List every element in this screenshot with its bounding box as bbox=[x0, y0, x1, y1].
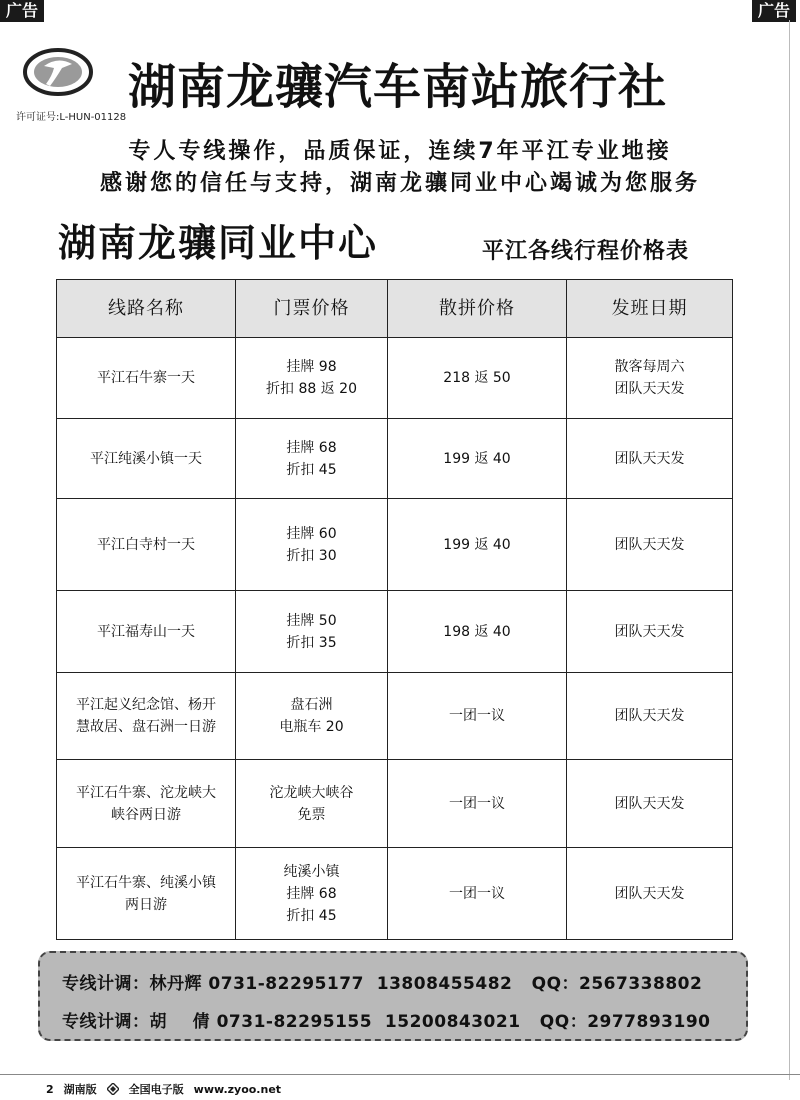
contact-line-1: 专线计调：林丹辉 0731-82295177 13808455482 QQ：2567338802 bbox=[62, 974, 703, 994]
cell-dates: 团队天天发 bbox=[567, 760, 733, 848]
brand-label: 全国电子版 bbox=[128, 1083, 184, 1096]
cell-price: 218 返 50 bbox=[388, 338, 567, 419]
header-price: 散拼价格 bbox=[388, 280, 567, 338]
cell-price: 一团一议 bbox=[388, 848, 567, 940]
table-row bbox=[57, 591, 733, 673]
table-header-row bbox=[57, 280, 733, 338]
cell-price: 199 返 40 bbox=[388, 419, 567, 499]
edition-label: 湖南版 bbox=[63, 1083, 97, 1096]
header-ticket: 门票价格 bbox=[236, 280, 388, 338]
cell-ticket: 挂牌 60 折扣 30 bbox=[236, 499, 388, 591]
cell-price: 一团一议 bbox=[388, 673, 567, 760]
website-url[interactable]: www.zyoo.net bbox=[193, 1082, 282, 1096]
agency-name: 湖南龙骧汽车南站旅行社 bbox=[128, 59, 668, 115]
cell-route: 平江白寺村一天 bbox=[57, 499, 236, 591]
cell-dates: 团队天天发 bbox=[567, 499, 733, 591]
cell-route: 平江纯溪小镇一天 bbox=[57, 419, 236, 499]
header-dates: 发班日期 bbox=[567, 280, 733, 338]
cell-price: 199 返 40 bbox=[388, 499, 567, 591]
table-row bbox=[57, 338, 733, 419]
cell-ticket: 沱龙峡大峡谷 免票 bbox=[236, 760, 388, 848]
slogan-line-1: 专人专线操作，品质保证，连续7年平江专业地接 bbox=[128, 139, 672, 164]
table-row bbox=[57, 760, 733, 848]
agency-logo-icon bbox=[22, 46, 94, 98]
cell-ticket: 纯溪小镇 挂牌 68 折扣 45 bbox=[236, 848, 388, 940]
center-title: 湖南龙骧同业中心 bbox=[58, 221, 379, 265]
ad-label-right: 广告 bbox=[752, 0, 796, 22]
ad-label-left: 广告 bbox=[0, 0, 44, 22]
cell-price: 一团一议 bbox=[388, 760, 567, 848]
cell-ticket: 挂牌 50 折扣 35 bbox=[236, 591, 388, 673]
contact-box bbox=[38, 951, 748, 1041]
cell-route: 平江起义纪念馆、杨开 慧故居、盘石洲一日游 bbox=[57, 673, 236, 760]
table-row bbox=[57, 499, 733, 591]
cell-route: 平江石牛寨、纯溪小镇 两日游 bbox=[57, 848, 236, 940]
cell-route: 平江石牛寨、沱龙峡大 峡谷两日游 bbox=[57, 760, 236, 848]
cell-dates: 团队天天发 bbox=[567, 673, 733, 760]
contact-line-2: 专线计调：胡 倩 0731-82295155 15200843021 QQ：2977893190 bbox=[62, 1012, 711, 1032]
footer-rule bbox=[0, 1074, 800, 1075]
table-title: 平江各线行程价格表 bbox=[482, 239, 690, 264]
cell-ticket: 盘石洲 电瓶车 20 bbox=[236, 673, 388, 760]
cell-price: 198 返 40 bbox=[388, 591, 567, 673]
cell-route: 平江福寿山一天 bbox=[57, 591, 236, 673]
price-table bbox=[56, 279, 733, 940]
cell-dates: 团队天天发 bbox=[567, 591, 733, 673]
table-row bbox=[57, 848, 733, 940]
cell-route: 平江石牛寨一天 bbox=[57, 338, 236, 419]
header-route: 线路名称 bbox=[57, 280, 236, 338]
cell-dates: 散客每周六 团队天天发 bbox=[567, 338, 733, 419]
page-number: 2 bbox=[46, 1082, 54, 1096]
brand-diamond-icon bbox=[107, 1083, 119, 1095]
cell-ticket: 挂牌 98 折扣 88 返 20 bbox=[236, 338, 388, 419]
license-number: 许可证号:L-HUN-01128 bbox=[16, 112, 127, 123]
cell-ticket: 挂牌 68 折扣 45 bbox=[236, 419, 388, 499]
cell-dates: 团队天天发 bbox=[567, 419, 733, 499]
footer bbox=[46, 1081, 281, 1097]
table-row bbox=[57, 673, 733, 760]
cell-dates: 团队天天发 bbox=[567, 848, 733, 940]
slogan-line-2: 感谢您的信任与支持，湖南龙骧同业中心竭诚为您服务 bbox=[99, 171, 700, 196]
table-row bbox=[57, 419, 733, 499]
